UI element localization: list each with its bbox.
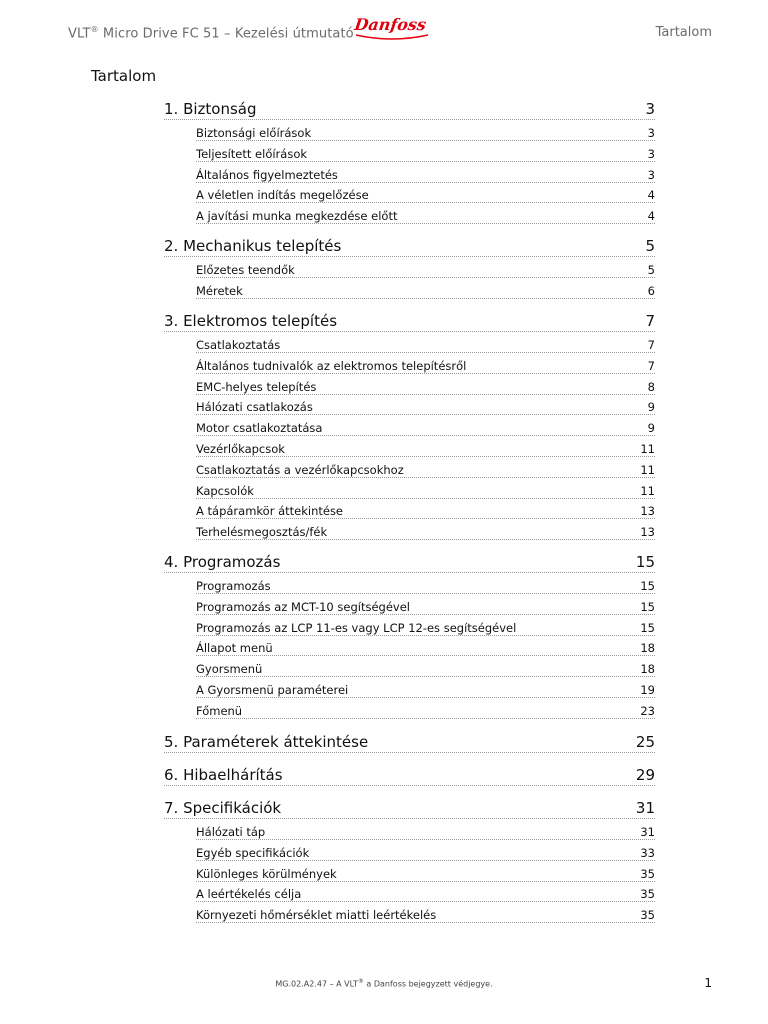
- document-header-title: [68, 25, 354, 41]
- toc-item-title: Hálózati táp: [196, 825, 266, 839]
- toc-section-title: 1. Biztonság: [164, 100, 257, 118]
- toc-item[interactable]: [196, 659, 655, 677]
- dotted-leader: [196, 655, 655, 656]
- toc-section-title: 5. Paraméterek áttekintése: [164, 733, 369, 751]
- toc-section-title: 6. Hibaelhárítás: [164, 766, 283, 784]
- toc-item-title: Csatlakoztatás: [196, 338, 281, 352]
- dotted-leader: [196, 635, 655, 636]
- toc-item-page: 11: [640, 483, 655, 498]
- toc-item-page: 4: [647, 188, 655, 203]
- dotted-leader: [196, 697, 655, 698]
- toc-item-page: 35: [640, 908, 655, 923]
- toc-item-page: 7: [647, 338, 655, 352]
- toc-item-title: Általános tudnivalók az elektromos telepítésről: [196, 358, 467, 373]
- toc-section-page: 7: [645, 312, 655, 330]
- toc-item-page: 35: [640, 887, 655, 902]
- footer-registered-mark: ®: [357, 978, 364, 985]
- toc-item[interactable]: [196, 864, 655, 882]
- toc-item-page: 15: [640, 620, 655, 635]
- toc-section-title: 3. Elektromos telepítés: [164, 312, 338, 330]
- dotted-leader: [196, 839, 655, 840]
- toc-item-title: EMC-helyes telepítés: [196, 379, 317, 394]
- toc-item[interactable]: [196, 680, 655, 698]
- toc-section-page: 15: [635, 553, 655, 571]
- toc-item-title: Hálózati csatlakozás: [196, 400, 313, 415]
- toc-item-page: 6: [647, 283, 655, 298]
- dotted-leader: [196, 352, 655, 353]
- toc-section-page: 5: [645, 237, 655, 255]
- toc-section[interactable]: [164, 766, 655, 786]
- toc-item-title: Előzetes teendők: [196, 263, 295, 277]
- product-name: VLT: [68, 26, 91, 42]
- toc-item-page: 11: [640, 462, 655, 477]
- toc-item-page: 13: [640, 525, 655, 540]
- toc-item-page: 19: [640, 683, 655, 697]
- dotted-leader: [196, 182, 655, 183]
- dotted-leader: [196, 498, 655, 499]
- toc-item-title: Főmenü: [196, 703, 243, 718]
- toc-item-title: Kapcsolók: [196, 483, 254, 498]
- toc-item-title: A Gyorsmenü paraméterei: [196, 683, 349, 697]
- dotted-leader: [196, 518, 655, 519]
- toc-section-page: 31: [635, 799, 655, 817]
- dotted-leader: [196, 298, 655, 299]
- manual-title: Micro Drive FC 51 – Kezelési útmutató: [98, 26, 354, 42]
- toc-item-title: Programozás az MCT-10 segítségével: [196, 599, 410, 614]
- toc-item-page: 11: [640, 442, 655, 456]
- toc-item-page: 5: [647, 263, 655, 277]
- toc-item[interactable]: [196, 576, 655, 594]
- toc-item[interactable]: [196, 501, 655, 519]
- toc-section[interactable]: [164, 799, 655, 819]
- dotted-leader: [196, 881, 655, 882]
- toc-item-title: Motor csatlakoztatása: [196, 421, 323, 436]
- dotted-leader: [196, 161, 655, 162]
- toc-section[interactable]: [164, 553, 655, 573]
- toc-section-title: 2. Mechanikus telepítés: [164, 237, 342, 255]
- dotted-leader: [196, 676, 655, 677]
- toc-item-title: Egyéb specifikációk: [196, 845, 310, 860]
- toc-item[interactable]: [196, 481, 655, 499]
- footer-brand: VLT: [344, 979, 358, 989]
- toc-item[interactable]: [196, 439, 655, 457]
- toc-item-page: 18: [640, 662, 655, 677]
- toc-section[interactable]: [164, 312, 655, 332]
- toc-item-title: Terhelésmegosztás/fék: [196, 525, 328, 540]
- dotted-leader: [196, 373, 655, 374]
- toc-item[interactable]: [196, 185, 655, 203]
- footer-trademark-text: a Danfoss bejegyzett védjegye.: [363, 979, 493, 989]
- toc-item-title: A javítási munka megkezdése előtt: [196, 209, 398, 224]
- dotted-leader: [196, 435, 655, 436]
- toc-item-title: Biztonsági előírások: [196, 126, 312, 140]
- toc-item[interactable]: [196, 397, 655, 415]
- toc-item[interactable]: [196, 123, 655, 141]
- footer: [0, 978, 768, 989]
- toc-item[interactable]: [196, 260, 655, 278]
- toc-item-title: A tápáramkör áttekintése: [196, 504, 344, 519]
- toc-item-title: Gyorsmenü: [196, 662, 263, 677]
- toc-item-page: 3: [647, 146, 655, 161]
- toc-item[interactable]: [196, 522, 655, 540]
- toc-item[interactable]: [196, 618, 655, 636]
- toc-item[interactable]: [196, 460, 655, 478]
- dotted-leader: [196, 614, 655, 615]
- dotted-leader: [196, 202, 655, 203]
- toc-item-page: 4: [647, 209, 655, 224]
- dotted-leader: [164, 256, 655, 257]
- toc-item-title: Méretek: [196, 283, 243, 298]
- toc-section-page: 25: [635, 733, 655, 751]
- toc-item[interactable]: [196, 418, 655, 436]
- dotted-leader: [196, 718, 655, 719]
- toc-item[interactable]: [196, 144, 655, 162]
- dotted-leader: [196, 860, 655, 861]
- toc-item-page: 15: [640, 599, 655, 614]
- page-number: 1: [704, 976, 712, 990]
- dotted-leader: [164, 785, 655, 786]
- dotted-leader: [196, 277, 655, 278]
- dotted-leader: [164, 119, 655, 120]
- toc-item[interactable]: [196, 377, 655, 395]
- toc-item[interactable]: [196, 356, 655, 374]
- dotted-leader: [164, 818, 655, 819]
- toc-item-page: 9: [647, 400, 655, 415]
- toc-item-title: Különleges körülmények: [196, 866, 337, 881]
- toc-item-title: Vezérlőkapcsok: [196, 442, 285, 456]
- dotted-leader: [196, 414, 655, 415]
- header-section-title: Tartalom: [655, 25, 712, 40]
- toc-item-page: 35: [640, 866, 655, 881]
- toc-item[interactable]: [196, 884, 655, 902]
- toc-item[interactable]: [196, 165, 655, 183]
- toc-item-page: 18: [640, 641, 655, 656]
- toc-item-title: Állapot menü: [196, 641, 273, 656]
- dotted-leader: [196, 922, 655, 923]
- toc-item[interactable]: [196, 638, 655, 656]
- toc-section-title: 7. Specifikációk: [164, 799, 282, 817]
- dotted-leader: [196, 223, 655, 224]
- dotted-leader: [196, 539, 655, 540]
- toc-section-title: 4. Programozás: [164, 553, 281, 571]
- dotted-leader: [196, 901, 655, 902]
- registered-mark: ®: [90, 25, 99, 34]
- toc-item-page: 8: [647, 379, 655, 394]
- dotted-leader: [196, 456, 655, 457]
- toc-section[interactable]: [164, 733, 655, 753]
- toc-item[interactable]: [196, 701, 655, 719]
- toc-item-page: 7: [647, 358, 655, 373]
- footer-doc-code: MG.02.A2.47 – A: [275, 979, 345, 989]
- dotted-leader: [196, 477, 655, 478]
- toc-item-page: 3: [647, 167, 655, 182]
- dotted-leader: [164, 752, 655, 753]
- toc-item-page: 15: [640, 579, 655, 593]
- toc-item-page: 31: [640, 825, 655, 839]
- toc-section[interactable]: [164, 237, 655, 257]
- toc-item[interactable]: [196, 206, 655, 224]
- toc-section[interactable]: [164, 100, 655, 120]
- toc-item-title: Teljesített előírások: [196, 146, 308, 161]
- danfoss-logo: [352, 13, 432, 43]
- toc-item-title: A véletlen indítás megelőzése: [196, 188, 369, 203]
- toc-item[interactable]: [196, 843, 655, 861]
- dotted-leader: [196, 140, 655, 141]
- page-title: Tartalom: [91, 67, 157, 85]
- toc-section-page: 29: [635, 766, 655, 784]
- dotted-leader: [196, 593, 655, 594]
- toc-item[interactable]: [196, 822, 655, 840]
- toc-item[interactable]: [196, 597, 655, 615]
- toc-item-title: Programozás az LCP 11-es vagy LCP 12-es segítségével: [196, 620, 517, 635]
- toc-item-page: 13: [640, 504, 655, 519]
- toc-item[interactable]: [196, 905, 655, 923]
- toc-item-title: Programozás: [196, 579, 271, 593]
- logo-text: Danfoss: [353, 15, 428, 34]
- dotted-leader: [164, 331, 655, 332]
- toc-section-page: 3: [645, 100, 655, 118]
- toc-item-page: 33: [640, 845, 655, 860]
- toc-item[interactable]: [196, 335, 655, 353]
- dotted-leader: [196, 394, 655, 395]
- toc-item[interactable]: [196, 281, 655, 299]
- toc-item-page: 3: [647, 126, 655, 140]
- toc-item-title: A leértékelés célja: [196, 887, 302, 902]
- toc-item-page: 9: [647, 421, 655, 436]
- toc-item-title: Csatlakoztatás a vezérlőkapcsokhoz: [196, 462, 404, 477]
- toc-item-title: Környezeti hőmérséklet miatti leértékelés: [196, 908, 437, 923]
- toc-item-title: Általános figyelmeztetés: [196, 167, 338, 182]
- toc-item-page: 23: [640, 703, 655, 718]
- dotted-leader: [164, 572, 655, 573]
